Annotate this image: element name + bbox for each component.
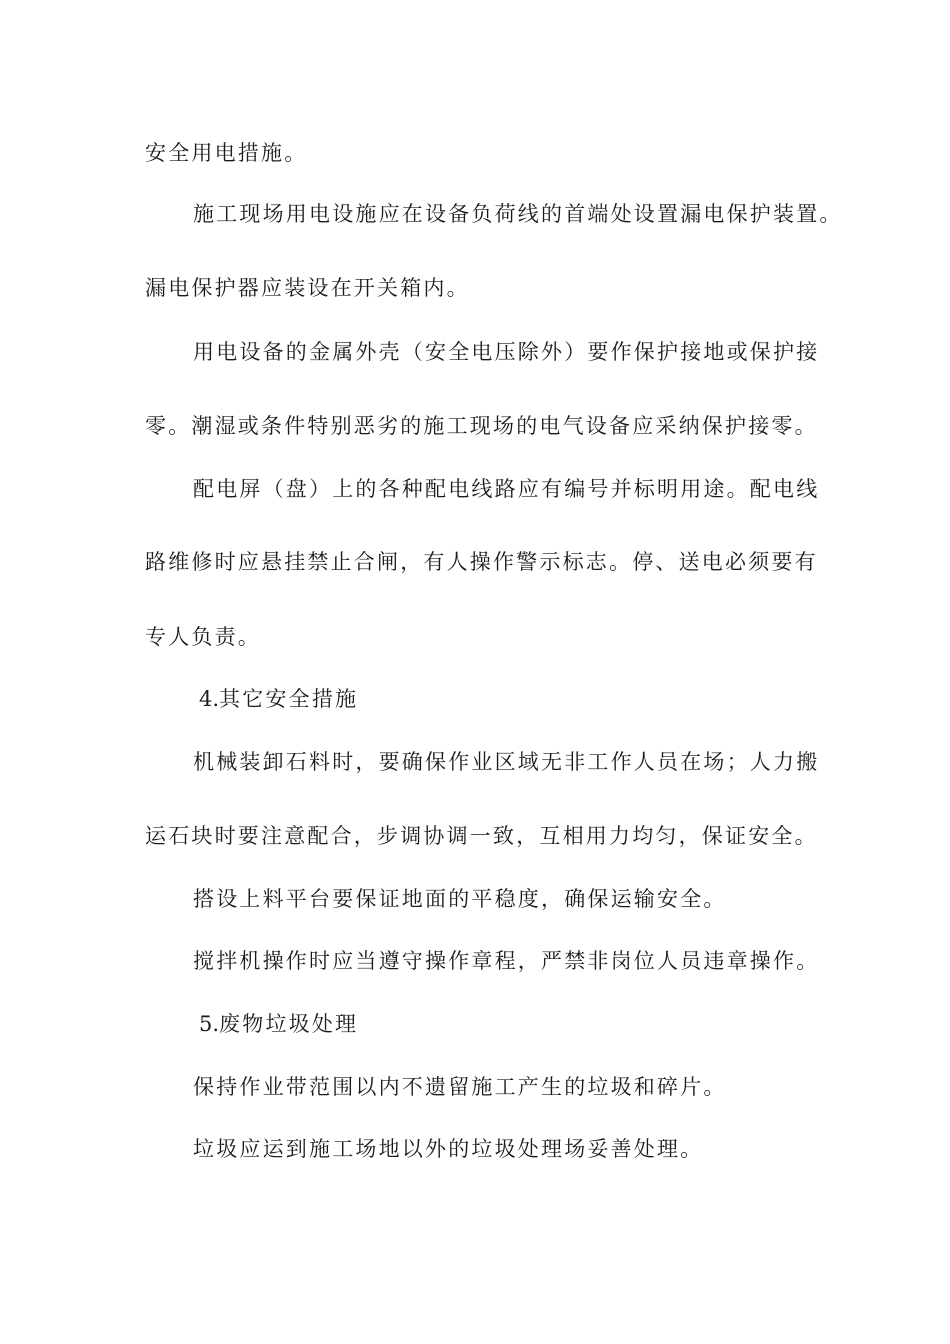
section-title: 其它安全措施 (219, 687, 359, 711)
paragraph-line: 搭设上料平台要保证地面的平稳度，确保运输安全。 (193, 887, 727, 911)
paragraph-line: 专人负责。 (145, 625, 261, 649)
paragraph-line: 配电屏（盘）上的各种配电线路应有编号并标明用途。配电线 (193, 477, 820, 501)
paragraph-line: 运石块时要注意配合，步调协调一致，互相用力均匀，保证安全。 (145, 824, 818, 848)
paragraph-line: 施工现场用电设施应在设备负荷线的首端处设置漏电保护装置。 (193, 202, 843, 226)
paragraph-line: 零。潮湿或条件特别恶劣的施工现场的电气设备应采纳保护接零。 (145, 414, 818, 438)
section-number: 5. (199, 1012, 220, 1036)
paragraph-line: 垃圾应运到施工场地以外的垃圾处理场妥善处理。 (193, 1137, 704, 1161)
paragraph-line: 安全用电措施。 (145, 141, 308, 165)
section-heading (199, 686, 358, 712)
section-heading (199, 1011, 358, 1037)
paragraph-line: 用电设备的金属外壳（安全电压除外）要作保护接地或保护接 (193, 340, 820, 364)
paragraph-line: 保持作业带范围以内不遗留施工产生的垃圾和碎片。 (193, 1075, 727, 1099)
section-number: 4. (199, 687, 220, 711)
paragraph-line: 搅拌机操作时应当遵守操作章程，严禁非岗位人员违章操作。 (193, 949, 820, 973)
paragraph-line: 漏电保护器应装设在开关箱内。 (145, 276, 470, 300)
section-title: 废物垃圾处理 (219, 1012, 359, 1036)
paragraph-line: 路维修时应悬挂禁止合闸，有人操作警示标志。停、送电必须要有 (145, 550, 818, 574)
paragraph-line: 机械装卸石料时，要确保作业区域无非工作人员在场；人力搬 (193, 750, 820, 774)
